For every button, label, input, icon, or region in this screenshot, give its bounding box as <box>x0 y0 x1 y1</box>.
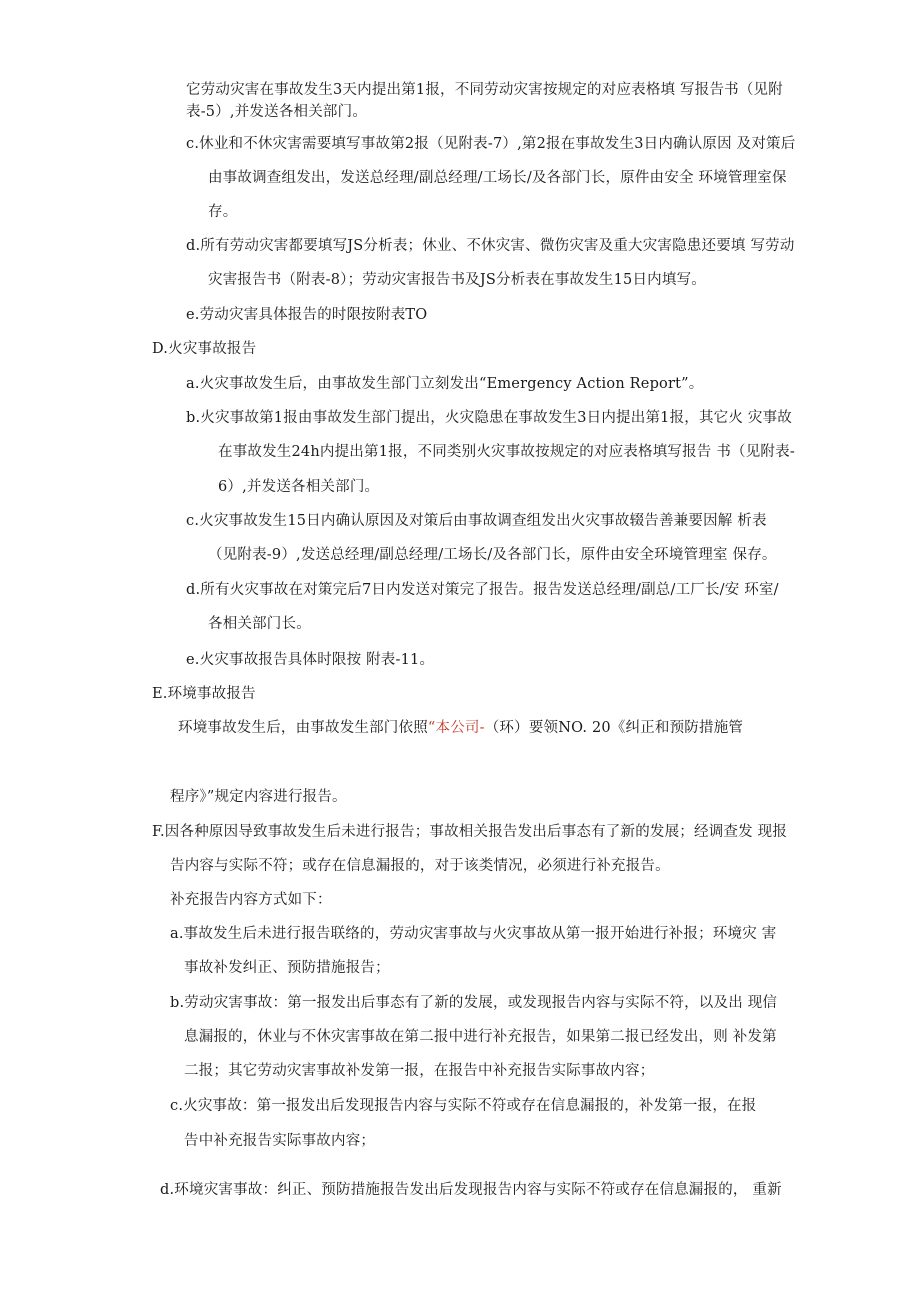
paragraph-line: （见附表-9）,发送总经理/副总经理/工场长/及各部门长，原件由安全环境管理室 保存。 <box>208 547 777 563</box>
list-item-b: b.火灾事故第1报由事故发生部门提出，火灾隐患在事故发生3日内提出第1报，其它火 灾事故 <box>186 410 792 426</box>
paragraph-line: 6）,并发送各相关部门。 <box>218 479 380 495</box>
list-item-b: b.劳动灾害事故：第一报发出后事态有了新的发展，或发现报告内容与实际不符，以及出 现信 <box>170 995 778 1011</box>
list-item-d: d.所有劳动灾害都要填写JS分析表；休业、不休灾害、微伤灾害及重大灾害隐患还要填 写劳动 <box>186 238 795 254</box>
paragraph-line <box>178 718 743 738</box>
paragraph-line: 存。 <box>208 204 238 220</box>
list-item-d: d.所有火灾事故在对策完后7日内发送对策完了报告。报告发送总经理/副总/工厂长/安 环室/ <box>186 582 779 598</box>
section-heading-e: E.环境事故报告 <box>152 686 256 702</box>
paragraph-line: 在事故发生24h内提出第1报，不同类别火灾事故按规定的对应表格填写报告 书（见附表- <box>218 444 795 460</box>
paragraph-line: 补充报告内容方式如下： <box>170 892 332 908</box>
section-heading-f: F.因各种原因导致事故发生后未进行报告；事故相关报告发出后事态有了新的发展；经调查发 现报 <box>152 824 788 840</box>
paragraph-line: 程序》”规定内容进行报告。 <box>170 789 347 805</box>
list-item-a: a.事故发生后未进行报告联络的，劳动灾害事故与火灾事故从第一报开始进行补报；环境灾 害 <box>170 926 777 942</box>
paragraph-line: 各相关部门长。 <box>208 616 311 632</box>
section-heading-d: D.火灾事故报告 <box>152 341 257 357</box>
paragraph-line: 灾害报告书（附表-8）；劳动灾害报告书及JS分析表在事故发生15日内填写。 <box>208 272 706 288</box>
paragraph-line: 表-5）,并发送各相关部门。 <box>186 104 368 120</box>
list-item-d: d.环境灾害事故：纠正、预防措施报告发出后发现报告内容与实际不符或存在信息漏报的， 重新 <box>160 1182 782 1198</box>
list-item-c: c.休业和不休灾害需要填写事故第2报（见附表-7）,第2报在事故发生3日内确认原因 及对策后 <box>186 136 796 152</box>
highlighted-text: “本公司- <box>427 720 485 736</box>
paragraph-line: 告内容与实际不符；或存在信息漏报的，对于该类情况，必须进行补充报告。 <box>170 858 670 874</box>
list-item-a: a.火灾事故发生后，由事故发生部门立刻发出“Emergency Action Report”。 <box>186 376 704 392</box>
list-item-e: e.劳动灾害具体报告的时限按附表TO <box>186 307 428 323</box>
list-item-c: c.火灾事故发生15日内确认原因及对策后由事故调查组发出火灾事故辍告善兼要因解 析表 <box>186 513 767 529</box>
paragraph-line: 由事故调查组发出，发送总经理/副总经理/工场长/及各部门长，原件由安全 环境管理室保 <box>208 170 787 186</box>
text-run: （环）要领NO. 20《纠正和预防措施管 <box>484 720 744 736</box>
paragraph-line: 二报；其它劳动灾害事故补发第一报，在报告中补充报告实际事故内容； <box>184 1063 655 1079</box>
paragraph-line: 事故补发纠正、预防措施报告； <box>184 960 390 976</box>
list-item-e: e.火灾事故报告具体时限按 附表-11。 <box>186 652 435 668</box>
text-run: 环境事故发生后，由事故发生部门依照 <box>178 720 428 736</box>
paragraph-line: 它劳动灾害在事故发生3天内提出第1报，不同劳动灾害按规定的对应表格填 写报告书（见附 <box>186 82 783 98</box>
list-item-c: c.火灾事故：第一报发出后发现报告内容与实际不符或存在信息漏报的，补发第一报，在报 <box>170 1098 757 1114</box>
paragraph-line: 告中补充报告实际事故内容； <box>184 1133 376 1149</box>
paragraph-line: 息漏报的，休业与不休灾害事故在第二报中进行补充报告，如果第二报已经发出，则 补发第 <box>184 1029 777 1045</box>
